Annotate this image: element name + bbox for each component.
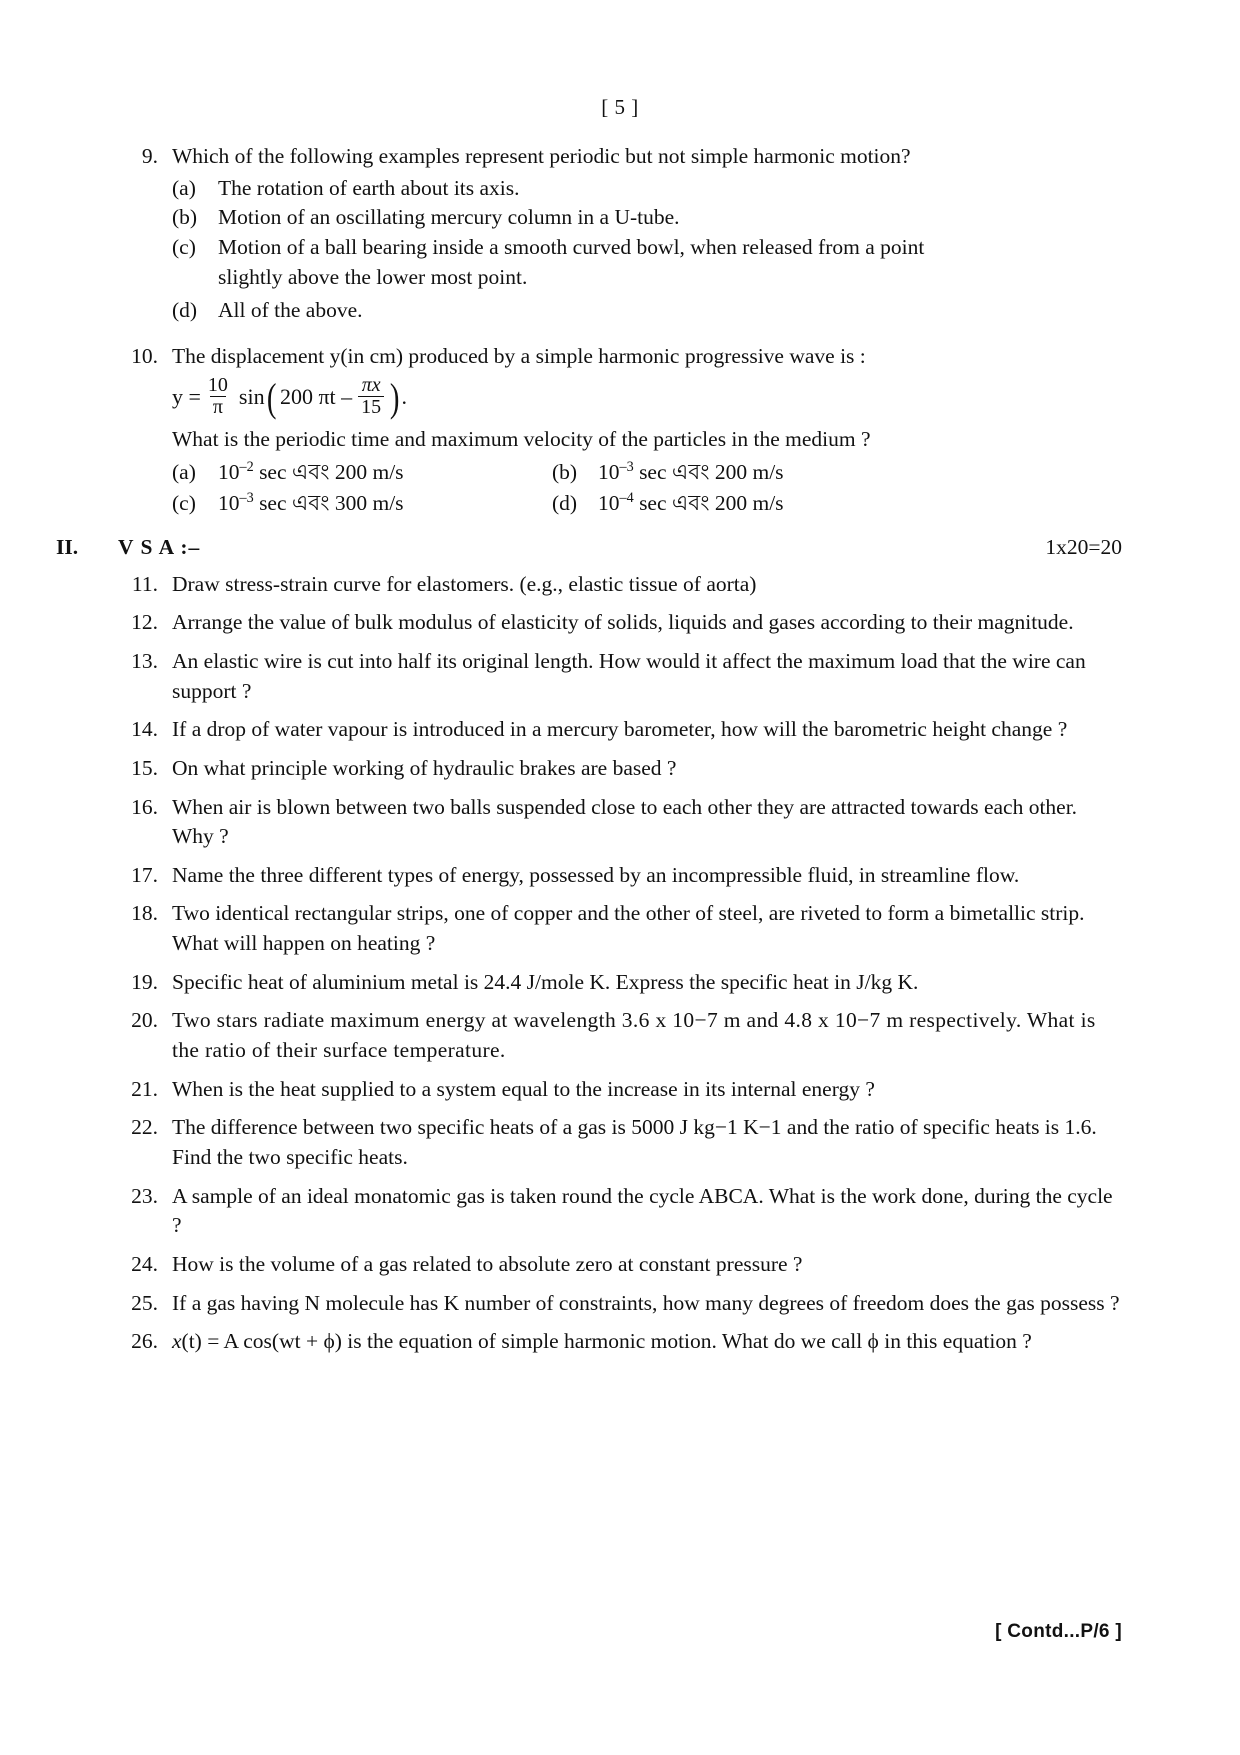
question-13 (118, 647, 1122, 706)
formula-sin: sin (238, 384, 265, 410)
fraction-numerator: πx (361, 373, 381, 396)
page-number: [ 5 ] (601, 95, 639, 119)
question-text: When is the heat supplied to a system equal to the increase in its internal energy ? (172, 1076, 875, 1101)
question-number: 17. (131, 862, 158, 887)
fraction-numerator: 10 (207, 373, 228, 396)
option-label: (b) (552, 460, 578, 485)
option-conjunction: এবং (671, 460, 710, 485)
question-14 (118, 715, 1122, 745)
question-25 (118, 1289, 1122, 1319)
section-roman-numeral: II. (56, 534, 79, 559)
question-text: Draw stress-strain curve for elastomers. (e.g., elastic tissue of aorta) (172, 571, 757, 596)
question-10-formula (172, 373, 1122, 421)
option-text: Motion of a ball bearing inside a smooth curved bowl, when released from a point (218, 234, 925, 259)
question-text: An elastic wire is cut into half its original length. How would it affect the maximum load that the wire can support ? (172, 648, 1086, 703)
question-number: 16. (131, 794, 158, 819)
option-10a[interactable] (172, 458, 552, 488)
question-text: Specific heat of aluminium metal is 24.4 J/mole K. Express the specific heat in J/kg K. (172, 969, 919, 994)
option-9a[interactable] (172, 174, 1122, 204)
option-conjunction: এবং (291, 460, 330, 485)
option-unit: sec (639, 460, 667, 485)
question-number: 21. (131, 1076, 158, 1101)
section-heading-vsa (56, 534, 1122, 560)
question-number: 14. (131, 717, 158, 742)
vsa-question-list (118, 570, 1122, 1357)
question-text: Two stars radiate maximum energy at wavelength 3.6 x 10−7 m and 4.8 x 10−7 m respectively. What is the ratio of their surface temperature. (172, 1008, 1096, 1063)
formula-lhs: y = (172, 384, 201, 410)
question-text: Name the three different types of energy, possessed by an incompressible fluid, in streamline flow. (172, 862, 1020, 887)
option-label: (a) (172, 460, 196, 485)
question-11 (118, 570, 1122, 600)
question-20 (118, 1006, 1122, 1065)
option-value: 200 m/s (714, 490, 784, 515)
fraction-denominator: 15 (358, 396, 384, 418)
option-unit: sec (259, 490, 287, 515)
option-exponent: –2 (239, 459, 254, 476)
question-22 (118, 1113, 1122, 1172)
option-base: 10 (598, 460, 620, 485)
question-text: If a gas having N molecule has K number of constraints, how many degrees of freedom does the gas possess ? (172, 1290, 1120, 1315)
question-24 (118, 1250, 1122, 1280)
option-label: (a) (172, 175, 196, 200)
question-12 (118, 608, 1122, 638)
option-label: (c) (172, 234, 196, 259)
option-text: All of the above. (218, 298, 363, 323)
option-base: 10 (598, 490, 620, 515)
option-9b[interactable] (172, 203, 1122, 233)
question-text: On what principle working of hydraulic brakes are based ? (172, 755, 677, 780)
question-10-options-row-1 (172, 458, 1122, 488)
question-text: A sample of an ideal monatomic gas is taken round the cycle ABCA. What is the work done, during the cycle ? (172, 1183, 1113, 1238)
question-19 (118, 968, 1122, 998)
question-26 (118, 1327, 1122, 1357)
option-9c[interactable] (172, 233, 1122, 263)
option-text: The rotation of earth about its axis. (218, 175, 520, 200)
option-label: (d) (552, 490, 578, 515)
question-number: 18. (131, 901, 158, 926)
question-text: When air is blown between two balls suspended close to each other they are attracted towards each other. Why ? (172, 794, 1078, 849)
question-number: 20. (131, 1008, 158, 1033)
question-number: 22. (131, 1115, 158, 1140)
question-number: 11. (131, 571, 158, 596)
question-text: The difference between two specific heats of a gas is 5000 J kg−1 K−1 and the ratio of specific heats is 1.6. Find the two specific heats. (172, 1115, 1097, 1170)
question-text: The displacement y(in cm) produced by a simple harmonic progressive wave is : (172, 343, 866, 368)
formula-fraction-pix-over-15 (358, 375, 384, 418)
question-23 (118, 1182, 1122, 1241)
question-number: 12. (131, 610, 158, 635)
formula-inner-left: 200 πt – (279, 384, 353, 410)
fraction-denominator: π (210, 396, 226, 418)
option-label: (c) (172, 490, 196, 515)
option-10b[interactable] (552, 458, 784, 488)
question-text: Which of the following examples represent periodic but not simple harmonic motion? (172, 144, 911, 168)
option-exponent: –3 (239, 489, 254, 506)
option-text: Motion of an oscillating mercury column in a U-tube. (218, 205, 680, 230)
question-number: 26. (131, 1329, 158, 1354)
question-21 (118, 1075, 1122, 1105)
question-text: How is the volume of a gas related to absolute zero at constant pressure ? (172, 1252, 803, 1277)
formula-fraction-ten-over-pi (205, 375, 231, 418)
option-unit: sec (639, 490, 667, 515)
question-number: 25. (131, 1290, 158, 1315)
option-9d[interactable] (172, 296, 1122, 326)
question-10 (118, 342, 1122, 372)
option-text (218, 489, 404, 519)
option-exponent: –4 (619, 489, 634, 506)
question-9 (118, 142, 1122, 172)
question-text: If a drop of water vapour is introduced in a mercury barometer, how will the barometric height change ? (172, 717, 1068, 742)
option-label: (b) (172, 205, 198, 230)
question-17 (118, 861, 1122, 891)
question-number: 10. (131, 343, 158, 368)
question-number: 9. (141, 144, 158, 168)
option-base: 10 (218, 460, 240, 485)
question-18 (118, 899, 1122, 958)
formula-period: . (401, 384, 407, 410)
formula-close-paren: ) (390, 375, 400, 421)
page-footer: [ Contd...P/6 ] (995, 1621, 1122, 1642)
question-10-followup: What is the periodic time and maximum velocity of the particles in the medium ? (172, 426, 871, 451)
question-number: 23. (131, 1183, 158, 1208)
question-text: Arrange the value of bulk modulus of elasticity of solids, liquids and gases according to their magnitude. (172, 610, 1074, 635)
option-label: (d) (172, 298, 198, 323)
option-text (218, 458, 404, 488)
option-exponent: –3 (619, 459, 634, 476)
question-number: 15. (131, 755, 158, 780)
question-10-options-row-2 (172, 489, 1122, 519)
option-value: 300 m/s (334, 490, 404, 515)
question-15 (118, 754, 1122, 784)
option-value: 200 m/s (714, 460, 784, 485)
option-value: 200 m/s (334, 460, 404, 485)
formula-open-paren: ( (266, 375, 277, 421)
question-text: x(t) = A cos(wt + ϕ) is the equation of simple harmonic motion. What do we call ϕ in this equation ? (172, 1329, 1032, 1354)
question-number: 13. (131, 648, 158, 673)
question-number: 24. (131, 1252, 158, 1277)
option-base: 10 (218, 490, 240, 515)
option-unit: sec (259, 460, 287, 485)
option-10d[interactable] (552, 489, 784, 519)
section-title: V S A :– (118, 534, 201, 559)
section-marks: 1x20=20 (1045, 534, 1122, 559)
question-text: Two identical rectangular strips, one of copper and the other of steel, are riveted to form a bimetallic strip. What will happen on heating ? (172, 901, 1085, 956)
option-9c-continuation: slightly above the lower most point. (218, 264, 528, 289)
option-10c[interactable] (172, 489, 552, 519)
option-text (598, 489, 784, 519)
question-16 (118, 793, 1122, 852)
option-conjunction: এবং (671, 490, 710, 515)
question-number: 19. (131, 969, 158, 994)
option-conjunction: এবং (291, 490, 330, 515)
option-text (598, 458, 784, 488)
